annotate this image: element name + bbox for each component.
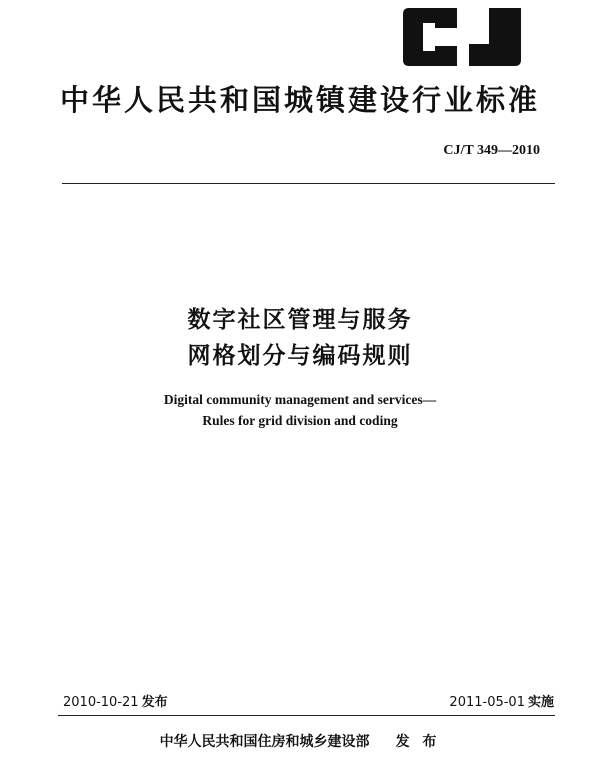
- effective-date-value: 2011-05-01: [449, 695, 525, 710]
- standard-code: CJ/T 349—2010: [443, 143, 540, 158]
- publish-label: 发 布: [395, 734, 441, 750]
- chinese-title-line-1: 数字社区管理与服务: [187, 307, 413, 333]
- english-title-line-2: Rules for grid division and coding: [202, 413, 398, 428]
- issue-date: [63, 694, 168, 712]
- effective-date: [449, 694, 554, 712]
- issue-date-value: 2010-10-21: [63, 695, 139, 710]
- standard-category-title: 中华人民共和国城镇建设行业标准: [59, 83, 540, 117]
- issue-date-label: 发布: [141, 695, 168, 710]
- footer-divider: [58, 715, 555, 716]
- cj-logo: [403, 8, 523, 66]
- effective-date-label: 实施: [527, 695, 554, 710]
- header-divider: [62, 183, 555, 184]
- cj-logo-mark: [403, 8, 523, 66]
- publisher-name: 中华人民共和国住房和城乡建设部: [159, 734, 370, 750]
- english-title-line-1: Digital community management and services—: [163, 392, 437, 407]
- chinese-title-line-2: 网格划分与编码规则: [187, 343, 413, 369]
- publisher-line: [0, 732, 600, 752]
